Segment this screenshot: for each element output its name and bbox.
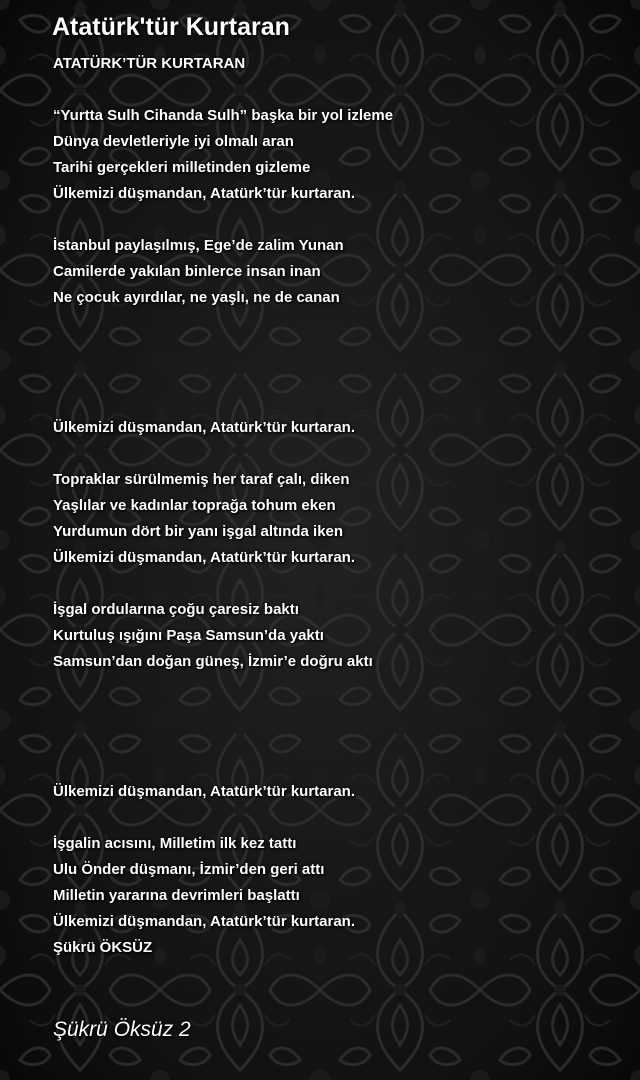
poem-line: Ülkemizi düşmandan, Atatürk’tür kurtaran. [53, 549, 356, 566]
poem-blank-line [53, 757, 393, 783]
poem-line: Yaşlılar ve kadınlar toprağa tohum eken [53, 497, 336, 514]
poem-blank-line [53, 341, 393, 367]
poem-body [53, 55, 393, 965]
author-signature: Şükrü Öksüz 2 [53, 1018, 191, 1041]
poem-line: Ülkemizi düşmandan, Atatürk’tür kurtaran. [53, 185, 356, 202]
poem-line: Ülkemizi düşmandan, Atatürk’tür kurtaran. [53, 419, 356, 436]
poem-line: Ne çocuk ayırdılar, ne yaşlı, ne de canan [53, 289, 340, 306]
poem-line: Ülkemizi düşmandan, Atatürk’tür kurtaran. [53, 913, 356, 930]
poem-line: Ulu Önder düşmanı, İzmir’den geri attı [53, 861, 325, 878]
page-title: Atatürk'tür Kurtaran [52, 13, 290, 41]
poem-line: İşgalin acısını, Milletim ilk kez tattı [53, 835, 297, 852]
poem-line: Şükrü ÖKSÜZ [53, 939, 153, 956]
poem-line: Kurtuluş ışığını Paşa Samsun’da yaktı [53, 627, 324, 644]
poem-blank-line [53, 445, 393, 471]
poem-blank-line [53, 315, 393, 341]
poem-blank-line [53, 575, 393, 601]
poem-line: Dünya devletleriyle iyi olmalı aran [53, 133, 294, 150]
poem-line: Camilerde yakılan binlerce insan inan [53, 263, 321, 280]
poem-blank-line [53, 211, 393, 237]
poem-line: Tarihi gerçekleri milletinden gizleme [53, 159, 311, 176]
poem-blank-line [53, 367, 393, 393]
poem-blank-line [53, 81, 393, 107]
poem-blank-line [53, 679, 393, 705]
poem-blank-line [53, 705, 393, 731]
poem-line: Milletin yararına devrimleri başlattı [53, 887, 300, 904]
poem-line: ATATÜRK’TÜR KURTARAN [53, 55, 246, 72]
poem-line: Ülkemizi düşmandan, Atatürk’tür kurtaran. [53, 783, 356, 800]
poem-blank-line [53, 731, 393, 757]
poem-line: Samsun’dan doğan güneş, İzmir’e doğru aktı [53, 653, 373, 670]
poem-line: İstanbul paylaşılmış, Ege’de zalim Yunan [53, 237, 344, 254]
poem-line: “Yurtta Sulh Cihanda Sulh” başka bir yol izleme [53, 107, 394, 124]
poem-blank-line [53, 809, 393, 835]
poem-line: Yurdumun dört bir yanı işgal altında iken [53, 523, 344, 540]
poem-line: İşgal ordularına çoğu çaresiz baktı [53, 601, 299, 618]
poem-line: Topraklar sürülmemiş her taraf çalı, diken [53, 471, 350, 488]
poem-blank-line [53, 393, 393, 419]
